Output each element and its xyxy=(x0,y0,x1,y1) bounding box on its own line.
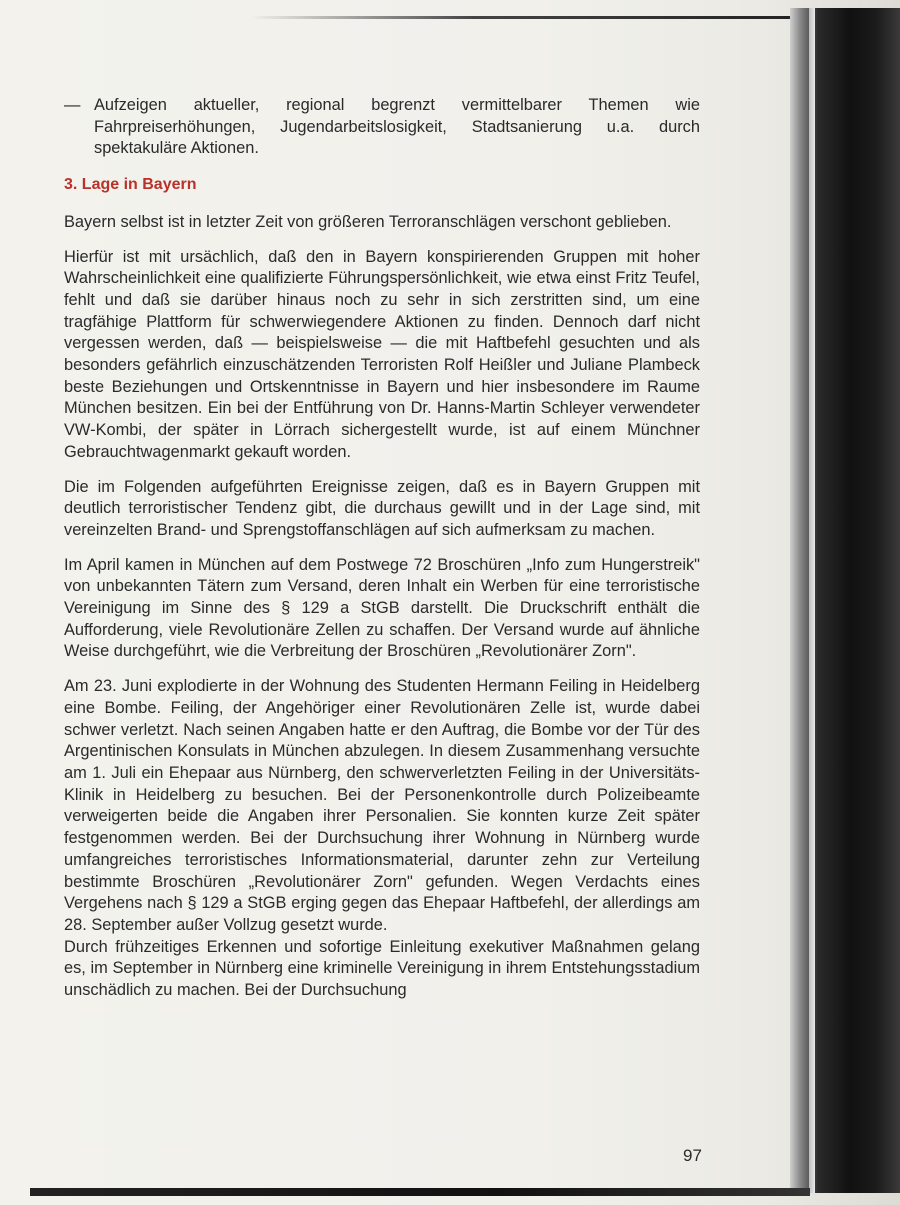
page-bottom-edge-shadow xyxy=(30,1188,810,1196)
spine-highlight xyxy=(809,8,815,1193)
bullet-dash: — xyxy=(64,96,81,114)
section-heading: 3. Lage in Bayern xyxy=(64,176,197,194)
paragraph: Die im Folgenden aufgeführten Ereignisse zeigen, daß es in Bayern Gruppen mit deutlich terroristischer Tendenz gibt, die durchaus gewillt und in der Lage sind, mit vereinzelten Brand- und Sprengstoffanschlägen auf sich aufmerksam zu machen. xyxy=(64,477,700,539)
page-number: 97 xyxy=(683,1146,702,1165)
bullet-item xyxy=(64,95,700,160)
paragraph: Im April kamen in München auf dem Postwege 72 Broschüren „Info zum Hungerstreik" von unbekannten Tätern zum Versand, deren Inhalt ein Werben für eine terroristische Vereinigung im Sinne des § 129 a StGB darstellt. Die Druckschrift enthält die Aufforderung, viele Revolutionäre Zellen zu schaffen. Der Versand wurde auf ähnliche Weise durchgeführt, wie die Verbreitung der Broschüren „Revolutionärer Zorn". xyxy=(64,555,700,661)
paragraph: Hierfür ist mit ursächlich, daß den in Bayern konspirierenden Gruppen mit hoher Wahrscheinlichkeit eine qualifizierte Führungspersönlichkeit, wie etwa einst Fritz Teufel, fehlt und daß sie darüber hinaus noch zu sehr in sich zerstritten sind, um eine tragfähige Plattform für schwerwiegendere Aktionen zu finden. Dennoch darf nicht vergessen werden, daß — beispielsweise — die mit Haftbefehl gesuchten und als besonders gefährlich einzuschätzenden Terroristen Rolf Heißler und Juliane Plambeck beste Beziehungen und Ortskenntnisse in Bayern und hier insbesondere im Raume München besitzen. Ein bei der Entführung von Dr. Hanns-Martin Schleyer verwendeter VW-Kombi, der später in Lörrach sichergestellt wurde, ist auf einem Münchner Gebrauchtwagenmarkt gekauft worden. xyxy=(64,247,700,461)
paragraph: Durch frühzeitiges Erkennen und sofortige Einleitung exekutiver Maßnahmen gelang es, im September in Nürnberg eine kriminelle Vereinigung in ihrem Entstehungsstadium unschädlich zu machen. Bei der Durchsuchung xyxy=(64,937,700,1000)
book-spine xyxy=(790,8,900,1193)
page-text xyxy=(64,95,700,1002)
paragraph: Am 23. Juni explodierte in der Wohnung des Studenten Hermann Feiling in Heidelberg eine Bombe. Feiling, der Angehöriger einer Revolutionären Zelle ist, wurde dabei schwer verletzt. Nach seinen Angaben hatte er den Auftrag, die Bombe vor der Tür des Argentinischen Konsulats in München abzulegen. In diesem Zusammenhang versuchte am 1. Juli ein Ehepaar aus Nürnberg, den schwerverletzten Feiling in der Universitäts-Klinik in Heidelberg zu besuchen. Bei der Personenkontrolle durch Polizeibeamte verweigerten beide die Angaben ihrer Personalien. Sie konnten kurze Zeit später festgenommen werden. Bei der Durchsuchung ihrer Wohnung in Nürnberg wurde umfangreiches terroristisches Informationsmaterial, darunter zehn zur Verteilung bestimmte Broschüren „Revolutionärer Zorn" gefunden. Wegen Verdachts eines Vergehens nach § 129 a StGB erging gegen das Ehepaar Haftbefehl, der allerdings am 28. September außer Vollzug gesetzt wurde. xyxy=(64,677,700,934)
bullet-text: Aufzeigen aktueller, regional begrenzt vermittelbarer Themen wie Fahrpreiserhöhungen, Jugendarbeitslosigkeit, Stadtsanierung u.a. durch spektakuläre Aktionen. xyxy=(94,96,700,158)
page-top-edge-shadow xyxy=(250,16,810,19)
paragraph: Bayern selbst ist in letzter Zeit von größeren Terroranschlägen verschont geblieben. xyxy=(64,212,672,231)
